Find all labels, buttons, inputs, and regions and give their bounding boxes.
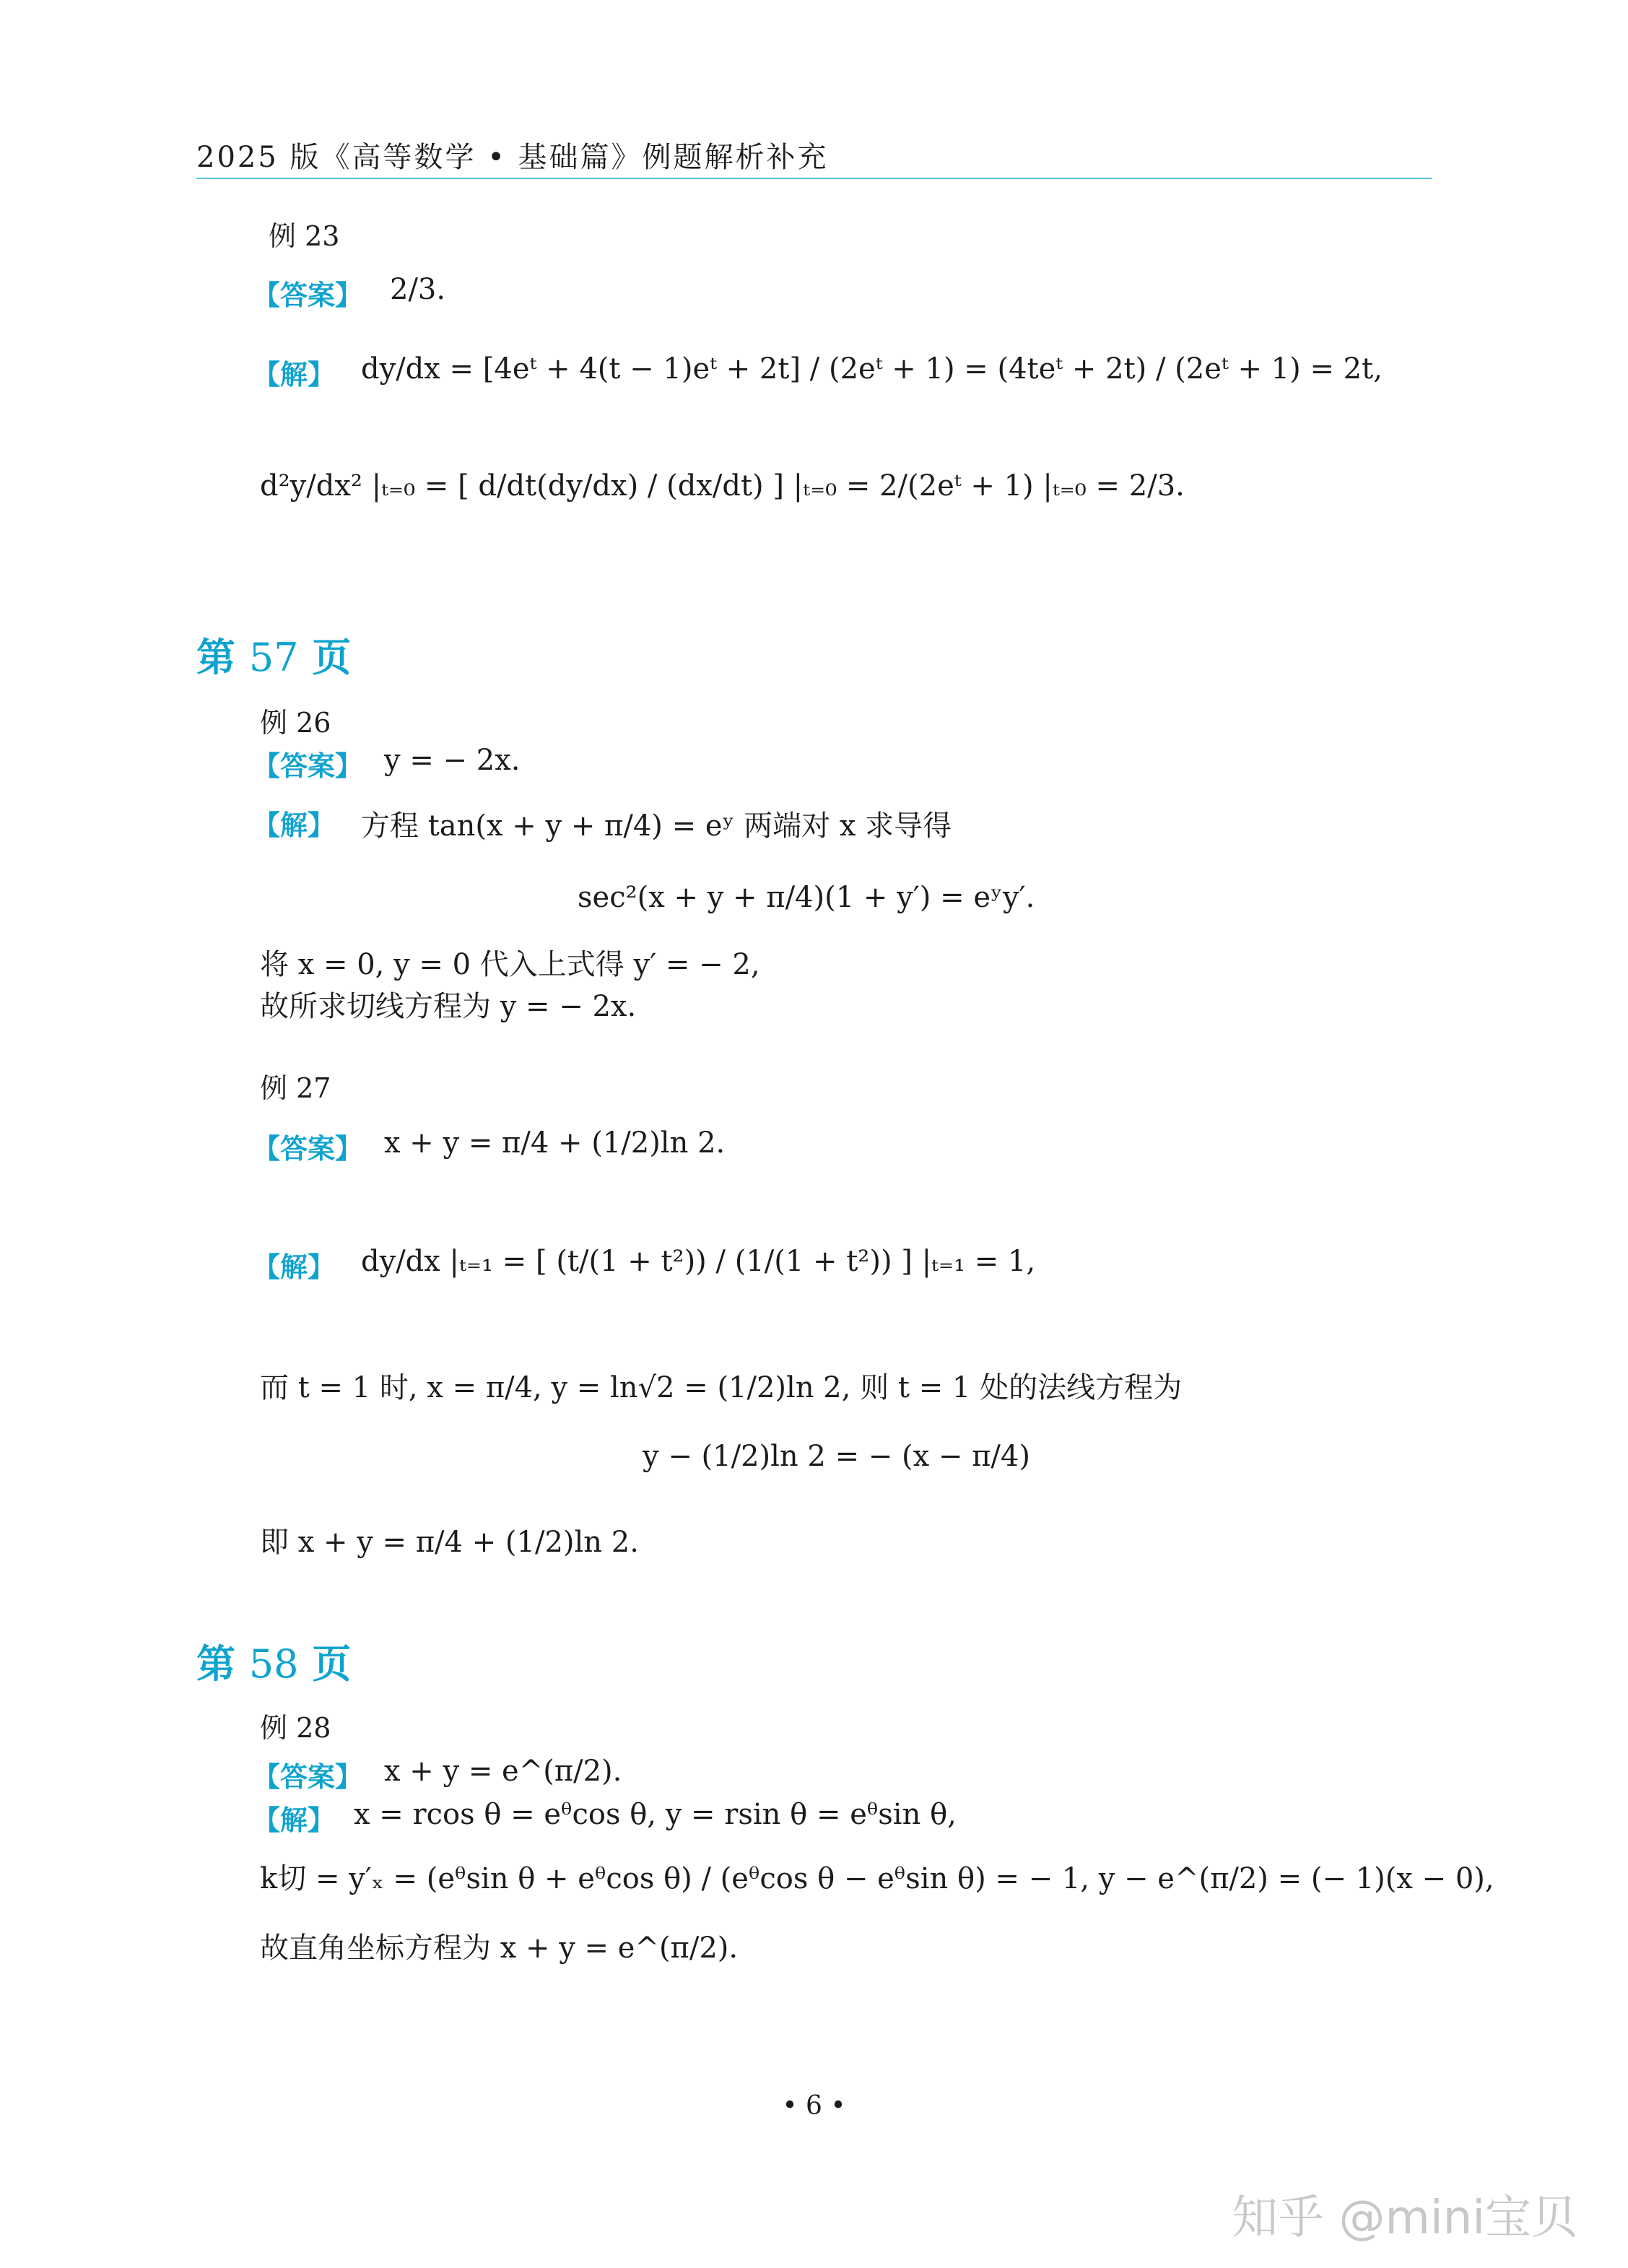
page-57-heading (196, 627, 351, 682)
example-26-answer: y = − 2x. (384, 744, 521, 777)
page-57-heading-suffix: 页 (312, 635, 352, 680)
example-27-solution-tag: 【解】 (253, 1251, 336, 1283)
example-27-label: 例 27 (260, 1072, 331, 1104)
example-27-solution-line-3: y − (1/2)ln 2 = − (x − π/4) (643, 1440, 1030, 1473)
example-26-solution-line-2: sec²(x + y + π/4)(1 + y′) = eʸy′. (578, 881, 1035, 914)
running-header: 2025 版《高等数学 • 基础篇》例题解析补充 (196, 141, 829, 174)
watermark: 知乎 @mini宝贝 (1232, 2191, 1577, 2245)
header-divider (196, 178, 1432, 179)
example-23-solution-line-1: dy/dx = [4eᵗ + 4(t − 1)eᵗ + 2t] / (2eᵗ + 1) = (4teᵗ + 2t) / (2eᵗ + 1) = 2t, (361, 352, 1383, 386)
example-26-label: 例 26 (260, 707, 331, 739)
example-27-answer-tag: 【答案】 (253, 1133, 363, 1165)
example-23-label: 例 23 (269, 220, 340, 252)
page-57-heading-number: 57 (248, 635, 299, 680)
example-23-answer: 2/3. (390, 273, 446, 306)
example-28-label: 例 28 (260, 1712, 331, 1744)
page-58-heading (196, 1633, 351, 1689)
example-28-solution-line-1: x = rcos θ = eᶿcos θ, y = rsin θ = eᶿsin θ, (354, 1798, 957, 1831)
page-58-heading-prefix: 第 (196, 1641, 235, 1687)
page-57-heading-prefix: 第 (196, 635, 235, 680)
example-23-answer-tag: 【答案】 (253, 279, 363, 311)
example-28-answer: x + y = e^(π/2). (384, 1755, 622, 1788)
example-27-solution-line-4: 即 x + y = π/4 + (1/2)ln 2. (260, 1526, 639, 1559)
page-58-heading-suffix: 页 (312, 1641, 352, 1687)
example-26-solution-line-1: 方程 tan(x + y + π/4) = eʸ 两端对 x 求导得 (361, 809, 952, 843)
example-27-solution-line-1: dy/dx |ₜ₌₁ = [ (t/(1 + t²)) / (1/(1 + t²)) ] |ₜ₌₁ = 1, (361, 1245, 1036, 1278)
example-28-solution-line-2: k切 = y′ₓ = (eᶿsin θ + eᶿcos θ) / (eᶿcos θ − eᶿsin θ) = − 1, y − e^(π/2) = (− 1)(x − 0), (260, 1862, 1494, 1895)
example-27-answer: x + y = π/4 + (1/2)ln 2. (384, 1126, 726, 1160)
page-number: • 6 • (782, 2091, 846, 2121)
example-28-solution-tag: 【解】 (253, 1804, 336, 1836)
example-26-answer-tag: 【答案】 (253, 750, 363, 782)
example-26-solution-tag: 【解】 (253, 809, 336, 841)
example-26-solution-line-4: 故所求切线方程为 y = − 2x. (260, 990, 637, 1023)
page-58-heading-number: 58 (248, 1641, 299, 1687)
example-26-solution-line-3: 将 x = 0, y = 0 代入上式得 y′ = − 2, (260, 948, 760, 981)
example-27-solution-line-2: 而 t = 1 时, x = π/4, y = ln√2 = (1/2)ln 2, 则 t = 1 处的法线方程为 (260, 1371, 1183, 1404)
example-28-answer-tag: 【答案】 (253, 1761, 363, 1793)
example-28-solution-line-3: 故直角坐标方程为 x + y = e^(π/2). (260, 1932, 739, 1965)
example-23-solution-tag: 【解】 (253, 359, 336, 391)
example-23-solution-line-2: d²y/dx² |ₜ₌₀ = [ d/dt(dy/dx) / (dx/dt) ] |ₜ₌₀ = 2/(2eᵗ + 1) |ₜ₌₀ = 2/3. (260, 469, 1185, 503)
